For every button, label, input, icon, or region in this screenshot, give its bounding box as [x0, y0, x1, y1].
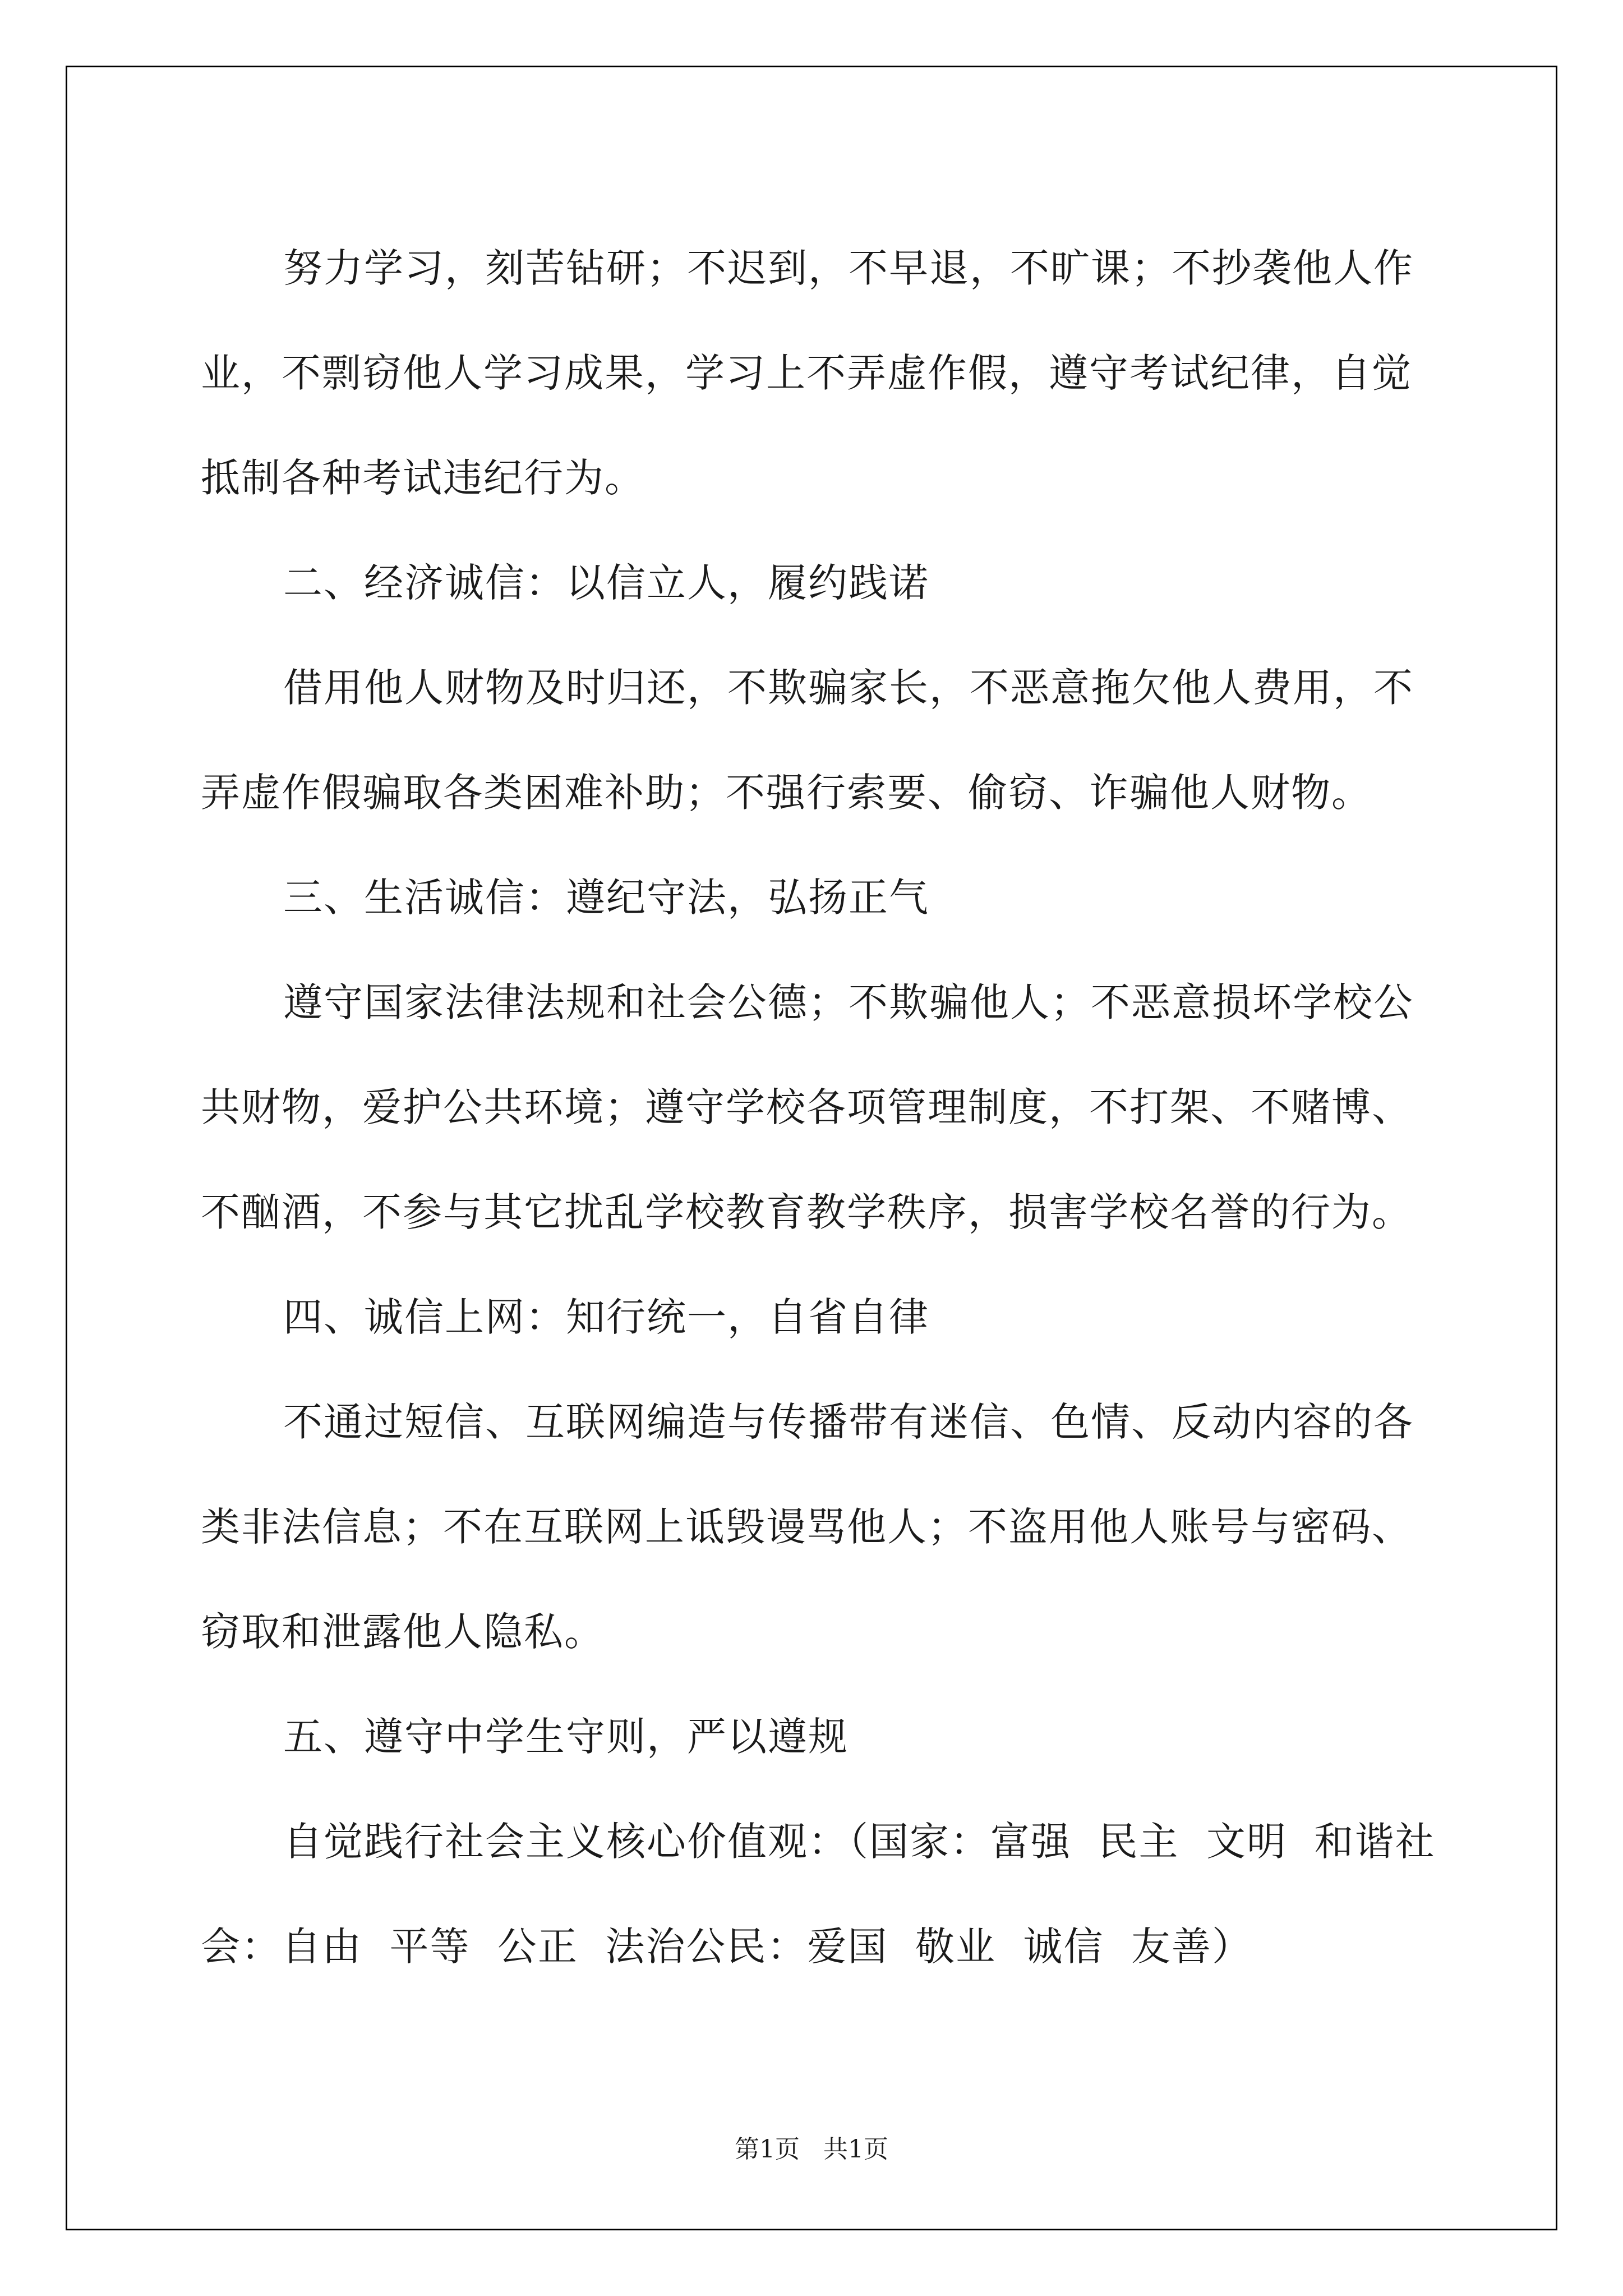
text-line: 共财物，爱护公共环境；遵守学校各项管理制度，不打架、不赌博、 — [201, 1084, 1412, 1130]
text-line: 努力学习，刻苦钻研；不迟到，不早退，不旷课；不抄袭他人作 — [283, 245, 1414, 291]
page-footer — [0, 2129, 1623, 2165]
text-line: 窃取和泄露他人隐私。 — [201, 1609, 605, 1655]
text-line: 抵制各种考试违纪行为。 — [201, 455, 645, 501]
text-line: 自觉践行社会主义核心价值观：（国家：富强 民主 文明 和谐社 — [283, 1819, 1436, 1865]
text-line: 业，不剽窃他人学习成果，学习上不弄虚作假，遵守考试纪律，自觉 — [201, 350, 1412, 396]
text-line: 借用他人财物及时归还，不欺骗家长，不恶意拖欠他人费用，不 — [283, 665, 1414, 711]
page-total: 共1页 — [823, 2135, 888, 2164]
section-heading-online: 四、诚信上网：知行统一，自省自律 — [283, 1294, 929, 1340]
text-line: 弄虚作假骗取各类困难补助；不强行索要、偷窃、诈骗他人财物。 — [201, 770, 1372, 816]
section-heading-life: 三、生活诚信：遵纪守法，弘扬正气 — [283, 875, 929, 921]
text-line: 遵守国家法律法规和社会公德；不欺骗他人；不恶意损坏学校公 — [283, 979, 1414, 1025]
section-heading-economic: 二、经济诚信：以信立人，履约践诺 — [283, 560, 929, 606]
page-number: 第1页 — [735, 2135, 800, 2164]
document-body — [201, 216, 1436, 1999]
section-heading-rules: 五、遵守中学生守则，严以遵规 — [283, 1714, 849, 1760]
text-line: 不酗酒，不参与其它扰乱学校教育教学秩序，损害学校名誉的行为。 — [201, 1189, 1412, 1235]
text-line: 不通过短信、互联网编造与传播带有迷信、色情、反动内容的各 — [283, 1399, 1414, 1445]
text-line: 类非法信息；不在互联网上诋毁谩骂他人；不盗用他人账号与密码、 — [201, 1504, 1412, 1550]
text-line: 会：自由 平等 公正 法治公民：爱国 敬业 诚信 友善） — [201, 1924, 1253, 1970]
